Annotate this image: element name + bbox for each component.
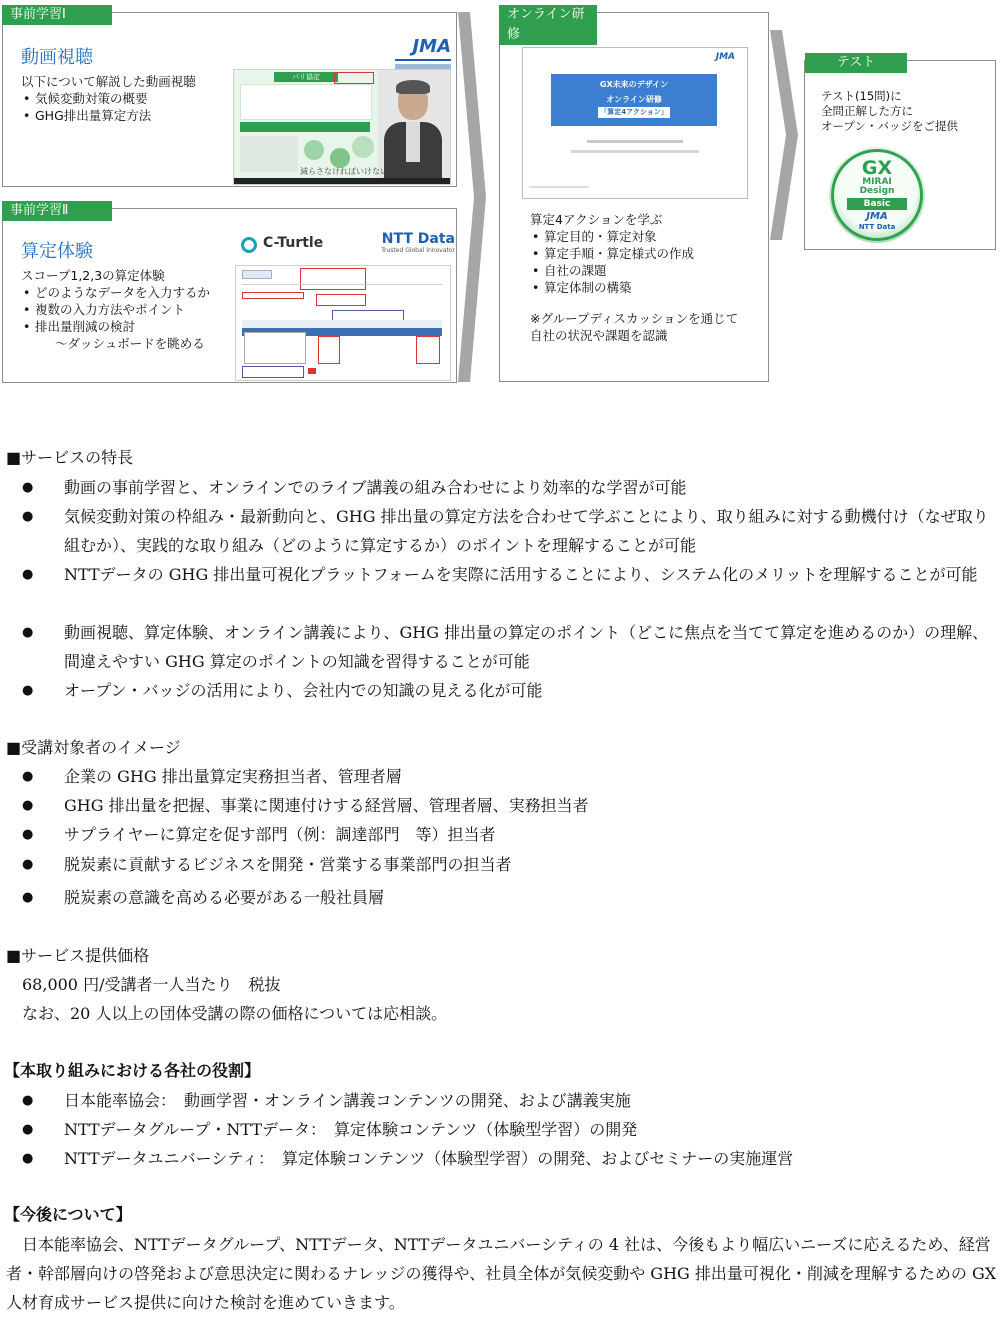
pre-study-1-intro: 以下について解説した動画視聴	[21, 74, 196, 89]
online-item: • 算定手順・算定様式の作成	[530, 245, 766, 262]
online-item: • 自社の課題	[530, 262, 766, 279]
video-control-bar[interactable]	[234, 178, 451, 185]
online-slide	[522, 47, 748, 199]
pre-study-2-intro: スコープ1,2,3の算定体験	[21, 268, 165, 283]
pre-study-1-item: • 気候変動対策の概要	[21, 90, 236, 107]
pre-study-1-desc	[21, 73, 236, 124]
online-intro: 算定4アクションを学ぶ	[530, 212, 663, 227]
test-tag: テスト	[805, 53, 907, 73]
online-training-desc	[530, 211, 766, 344]
price-line: 68,000 円/受講者一人当たり 税抜	[22, 975, 281, 994]
online-item: • 算定目的・算定対象	[530, 228, 766, 245]
online-item: • 算定体制の構築	[530, 279, 766, 296]
pre-study-2-panel	[2, 203, 457, 383]
pre-study-2-title: 算定体験	[21, 241, 93, 262]
slide-title-line: 「算定4アクション」	[598, 107, 670, 118]
c-turtle-screenshot	[235, 265, 451, 381]
jma-logo	[395, 37, 451, 71]
pre-study-2-desc	[21, 267, 241, 352]
pre-study-2-item: • 複数の入力方法やポイント	[21, 301, 241, 318]
c-turtle-logo-text: C-Turtle	[263, 235, 324, 251]
video-heading: パリ協定	[274, 72, 338, 82]
feature-item: ● オープン・バッジの活用により、会社内での知識の見える化が可能	[22, 681, 543, 700]
role-item: ● NTTデータユニバーシティ： 算定体験コンテンツ（体験型学習）の開発、およびセミナーの実施運営	[22, 1149, 794, 1168]
badge-line1: MIRAI	[862, 177, 892, 187]
flow-arrow	[458, 12, 488, 382]
future-heading: 【今後について】	[4, 1205, 132, 1224]
audience-item: ● 脱炭素に貢献するビジネスを開発・営業する事業部門の担当者	[22, 855, 512, 874]
audience-item: ● GHG 排出量を把握、事業に関連付けする経営層、管理者層、実務担当者	[22, 796, 589, 815]
pre-study-1-panel	[2, 7, 457, 187]
presenter-image	[378, 70, 451, 178]
online-note: ※グループディスカッションを通じて	[530, 311, 739, 326]
feature-item: ● NTTデータの GHG 排出量可視化プラットフォームを実際に活用することにより、システム化のメリットを理解することが可能	[22, 565, 978, 584]
audience-heading: ■受講対象者のイメージ	[6, 738, 181, 757]
online-training-tag: オンライン研修	[499, 5, 597, 45]
audience-item: ● 脱炭素の意識を高める必要がある一般社員層	[22, 888, 385, 907]
video-caption: 減らさなければいけない	[300, 167, 388, 176]
feature-item: ● 動画の事前学習と、オンラインでのライブ講義の組み合わせにより効率的な学習が可能	[22, 478, 687, 497]
ntt-data-logo-sub: Trusted Global Innovator	[381, 247, 455, 254]
pre-study-1-tag: 事前学習Ⅰ	[2, 5, 112, 25]
badge-gx: GX	[861, 157, 893, 179]
badge-org1: JMA	[866, 211, 888, 222]
online-training-panel	[499, 7, 769, 382]
pre-study-1-item: • GHG排出量算定方法	[21, 107, 236, 124]
pre-study-2-tag: 事前学習Ⅱ	[2, 201, 112, 221]
video-thumbnail	[233, 69, 451, 185]
test-line: オープン・バッジをご提供	[821, 119, 958, 133]
feature-item: ● 気候変動対策の枠組み・最新動向と、GHG 排出量の算定方法を合わせて学ぶことにより、取り組みに対する動機付け（なぜ取り組むか）、実践的な取り組み（どのように算定するか）のポイントを理解することが可能	[22, 507, 989, 555]
roles-heading: 【本取り組みにおける各社の役割】	[4, 1061, 261, 1080]
badge-org2: NTT Data	[858, 223, 896, 231]
online-note: 自社の状況や課題を認識	[530, 328, 668, 343]
badge-level: Basic	[847, 198, 907, 210]
flow-arrow	[770, 30, 800, 240]
role-item: ● NTTデータグループ・NTTデータ： 算定体験コンテンツ（体験型学習）の開発	[22, 1120, 638, 1139]
slide-title-line: GX未来のデザイン	[599, 80, 669, 89]
ntt-data-logo	[365, 231, 455, 259]
price-heading: ■サービス提供価格	[6, 946, 150, 965]
c-turtle-logo	[241, 235, 341, 257]
jma-logo-text: JMA	[412, 36, 451, 57]
test-desc	[821, 89, 993, 134]
pre-study-1-title: 動画視聴	[21, 47, 93, 68]
future-body: 日本能率協会、NTTデータグループ、NTTデータ、NTTデータユニバーシティの 4 社は、今後もより幅広いニーズに応えるため、経営者・幹部層向けの啓発および意思決定に関わるナレッジの獲得や、社員全体が気候変動や GHG 排出量可視化・削減を理解するための GX 人材育成サービス提供に向けた検討を進めていきます。	[6, 1235, 997, 1312]
audience-item: ● 企業の GHG 排出量算定実務担当者、管理者層	[22, 767, 402, 786]
price-note: なお、20 人以上の団体受講の際の価格については応相談。	[22, 1004, 448, 1023]
slide-title-line: オンライン研修	[606, 95, 662, 104]
pre-study-2-item: • 排出量削減の検討	[21, 318, 241, 335]
test-line: テスト(15問)に	[821, 89, 902, 103]
test-line: 全問正解した方に	[821, 104, 913, 118]
open-badge-icon	[829, 147, 925, 243]
role-item: ● 日本能率協会： 動画学習・オンライン講義コンテンツの開発、および講義実施	[22, 1091, 631, 1110]
pre-study-2-item: • どのようなデータを入力するか	[21, 284, 241, 301]
test-panel	[804, 55, 996, 250]
audience-item: ● サプライヤーに算定を促す部門（例：調達部門 等）担当者	[22, 825, 496, 844]
badge-line2: Design	[859, 186, 895, 196]
ntt-data-logo-text: NTT Data	[381, 231, 455, 247]
pre-study-2-item-cont: ～ダッシュボードを眺める	[55, 336, 205, 351]
slide-logo: JMA	[715, 52, 735, 62]
features-heading: ■サービスの特長	[6, 448, 134, 467]
feature-item: ● 動画視聴、算定体験、オンライン講義により、GHG 排出量の算定のポイント（どこに焦点を当てて算定を進めるのか）の理解、間違えやすい GHG 算定のポイントの知識を習得することが可能	[22, 623, 989, 671]
